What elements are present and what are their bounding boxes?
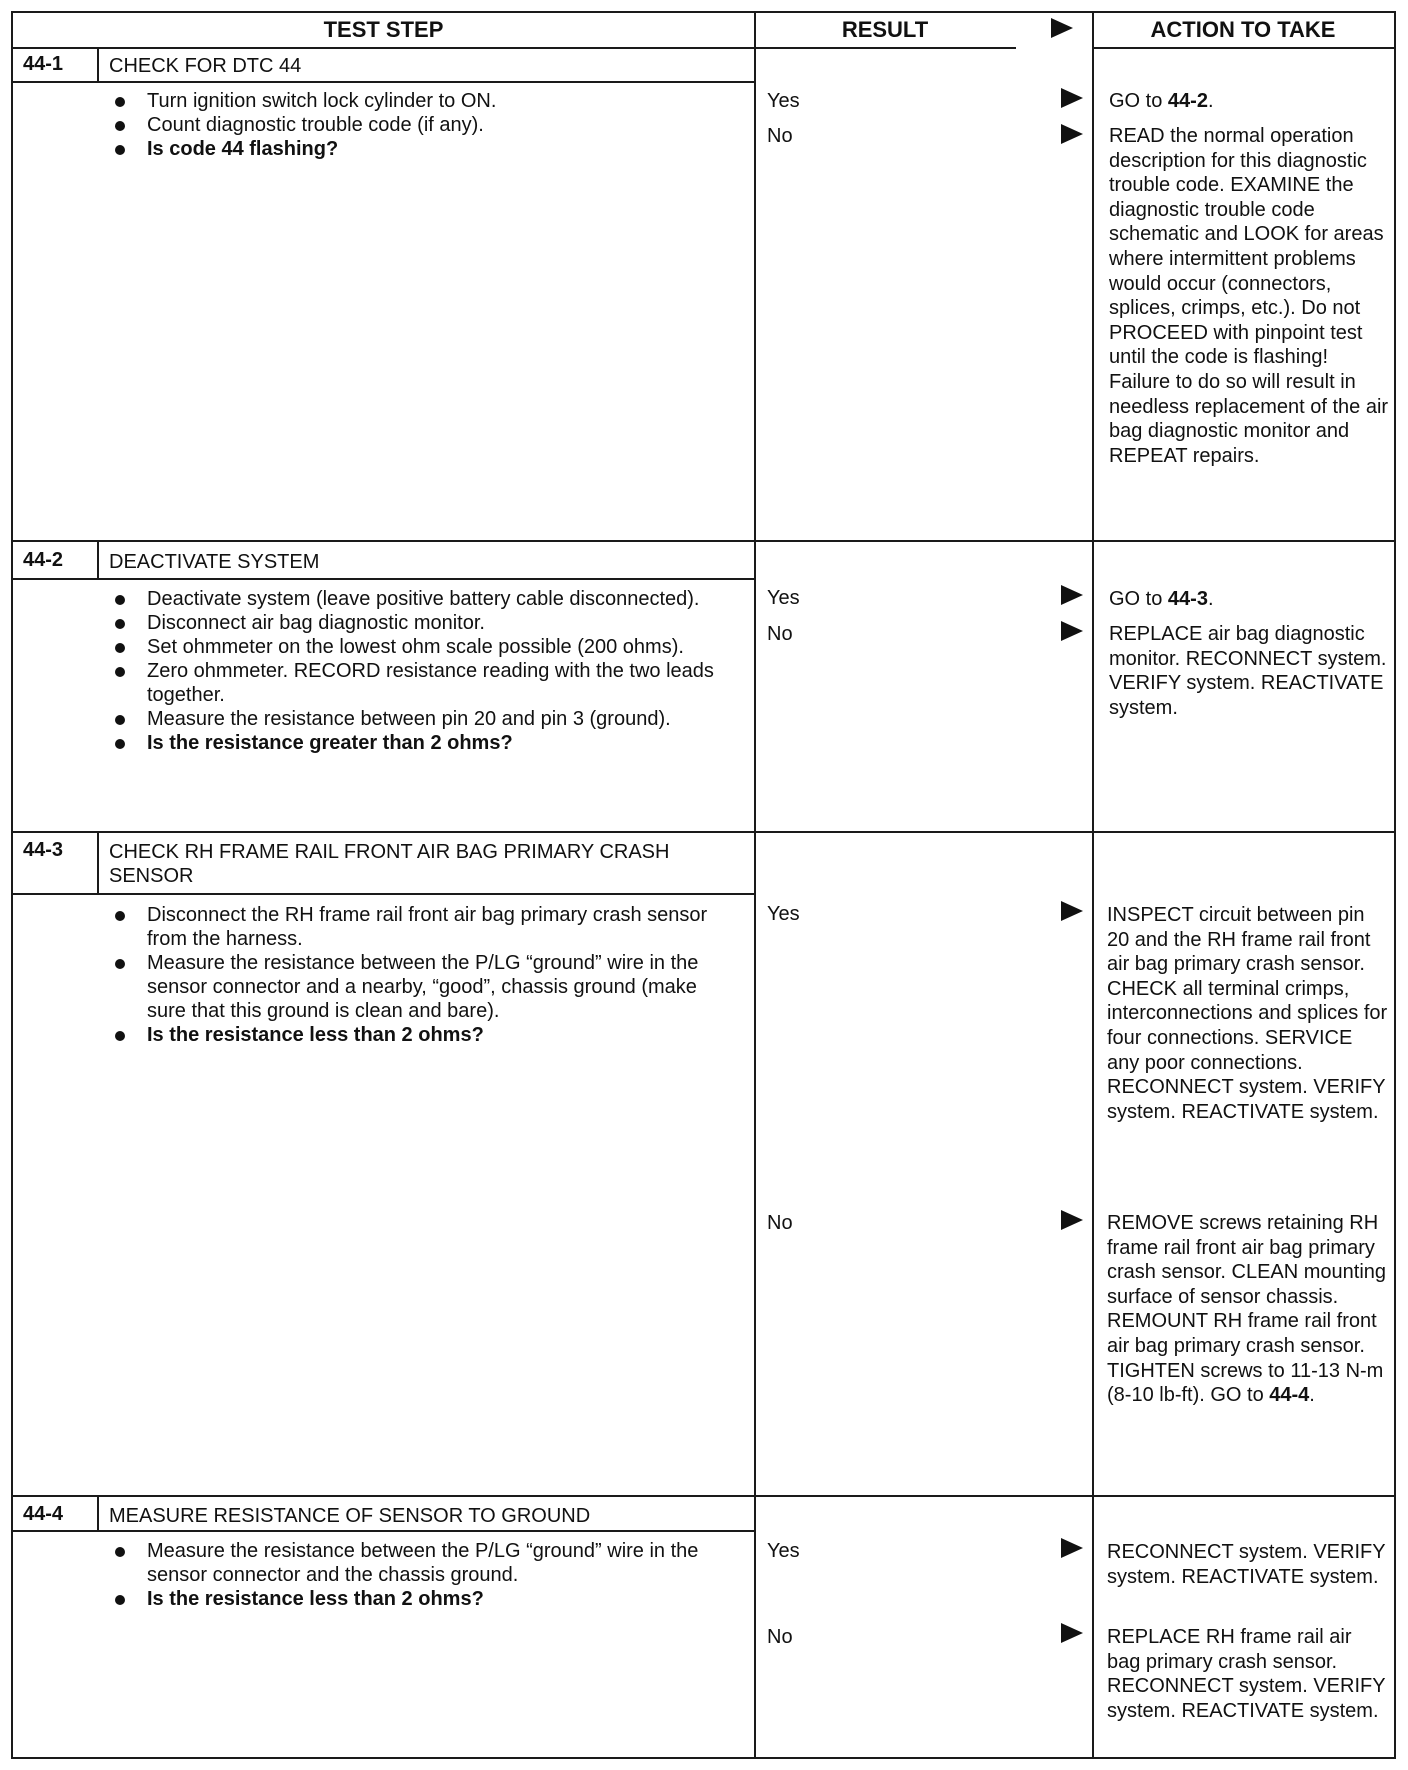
step-number: 44-4: [23, 1503, 64, 1525]
result-no: No: [767, 623, 793, 645]
action-text: REPLACE RH frame rail air bag primary crash sensor. RECONNECT system. VERIFY system. REACTIVATE system.: [1107, 1626, 1386, 1722]
arrow-icon: [1061, 1538, 1083, 1558]
result-no: No: [767, 1626, 793, 1648]
step-instructions: [109, 89, 739, 161]
arrow-icon: [1061, 124, 1083, 144]
instruction-item: Measure the resistance between the P/LG “ground” wire in the sensor connector and the chassis ground.: [109, 1539, 739, 1587]
header-test-step: TEST STEP: [13, 13, 754, 49]
step-title-underline: [13, 578, 754, 580]
column-divider-result: [754, 13, 756, 1759]
arrow-icon: [1061, 621, 1083, 641]
row-separator: [13, 831, 1394, 833]
step-question: Is the resistance less than 2 ohms?: [109, 1587, 739, 1611]
action-text: REPLACE air bag diagnostic monitor. RECONNECT system. VERIFY system. REACTIVATE system.: [1109, 623, 1387, 719]
result-yes: Yes: [767, 587, 800, 609]
header-arrow-icon: [1051, 18, 1073, 38]
instruction-item: Set ohmmeter on the lowest ohm scale possible (200 ohms).: [109, 635, 739, 659]
header-result: RESULT: [754, 13, 1016, 49]
diagnostic-table: [11, 11, 1396, 1759]
action-text: REMOVE screws retaining RH frame rail front air bag primary crash sensor. CLEAN mounting surface of sensor chassis. REMOUNT RH frame rail front air bag primary crash sensor. TIGHTEN screws to 11-13 N-m (8-10 lb-ft). GO to 44-4.: [1107, 1212, 1387, 1407]
result-yes: Yes: [767, 903, 800, 925]
step-question: Is code 44 flashing?: [109, 137, 739, 161]
row-separator: [13, 1495, 1394, 1497]
step-num-divider: [97, 1497, 99, 1530]
step-title-underline: [13, 1530, 754, 1532]
instruction-item: Count diagnostic trouble code (if any).: [109, 113, 739, 137]
arrow-icon: [1061, 585, 1083, 605]
instruction-item: Zero ohmmeter. RECORD resistance reading with the two leads together.: [109, 659, 739, 707]
arrow-icon: [1061, 1623, 1083, 1643]
step-title: CHECK FOR DTC 44: [109, 55, 302, 77]
step-title: MEASURE RESISTANCE OF SENSOR TO GROUND: [109, 1505, 591, 1527]
step-title: CHECK RH FRAME RAIL FRONT AIR BAG PRIMARY CRASH SENSOR: [109, 841, 670, 887]
result-no: No: [767, 1212, 793, 1234]
arrow-icon: [1061, 88, 1083, 108]
step-title: DEACTIVATE SYSTEM: [109, 551, 320, 573]
step-instructions: [109, 587, 739, 755]
step-instructions: [109, 903, 739, 1047]
instruction-item: Disconnect the RH frame rail front air bag primary crash sensor from the harness.: [109, 903, 739, 951]
instruction-item: Turn ignition switch lock cylinder to ON.: [109, 89, 739, 113]
step-question: Is the resistance greater than 2 ohms?: [109, 731, 739, 755]
step-title-underline: [13, 81, 754, 83]
action-text: INSPECT circuit between pin 20 and the RH frame rail front air bag primary crash sensor. CHECK all terminal crimps, interconnections and splices for four connections. SERVICE any poor connections. RECONNECT system. VERIFY system. REACTIVATE system.: [1107, 904, 1388, 1123]
instruction-item: Measure the resistance between the P/LG “ground” wire in the sensor connector and a nearby, “good”, chassis ground (make sure that this ground is clean and bare).: [109, 951, 739, 1023]
column-divider-action: [1092, 13, 1094, 1759]
row-separator: [13, 540, 1394, 542]
instruction-item: Deactivate system (leave positive battery cable disconnected).: [109, 587, 739, 611]
action-text: RECONNECT system. VERIFY system. REACTIVATE system.: [1107, 1541, 1386, 1588]
instruction-item: Measure the resistance between pin 20 and pin 3 (ground).: [109, 707, 739, 731]
step-number: 44-1: [23, 53, 64, 75]
step-question: Is the resistance less than 2 ohms?: [109, 1023, 739, 1047]
step-num-divider: [97, 542, 99, 578]
step-number: 44-3: [23, 839, 64, 861]
arrow-icon: [1061, 1210, 1083, 1230]
step-num-divider: [97, 47, 99, 81]
step-number: 44-2: [23, 549, 64, 571]
result-no: No: [767, 125, 793, 147]
step-instructions: [109, 1539, 739, 1611]
instruction-item: Disconnect air bag diagnostic monitor.: [109, 611, 739, 635]
result-yes: Yes: [767, 1540, 800, 1562]
header-action: ACTION TO TAKE: [1092, 13, 1394, 49]
action-text: GO to 44-2.: [1109, 90, 1214, 112]
result-yes: Yes: [767, 90, 800, 112]
step-title-underline: [13, 893, 754, 895]
step-num-divider: [97, 833, 99, 893]
action-text: READ the normal operation description for this diagnostic trouble code. EXAMINE the diagnostic trouble code schematic and LOOK for areas where intermittent problems would occur (connectors, splices, crimps, etc.). Do not PROCEED with pinpoint test until the code is flashing! Failure to do so will result in needless replacement of the air bag diagnostic monitor and REPEAT repairs.: [1109, 125, 1389, 467]
arrow-icon: [1061, 901, 1083, 921]
action-text: GO to 44-3.: [1109, 588, 1214, 610]
